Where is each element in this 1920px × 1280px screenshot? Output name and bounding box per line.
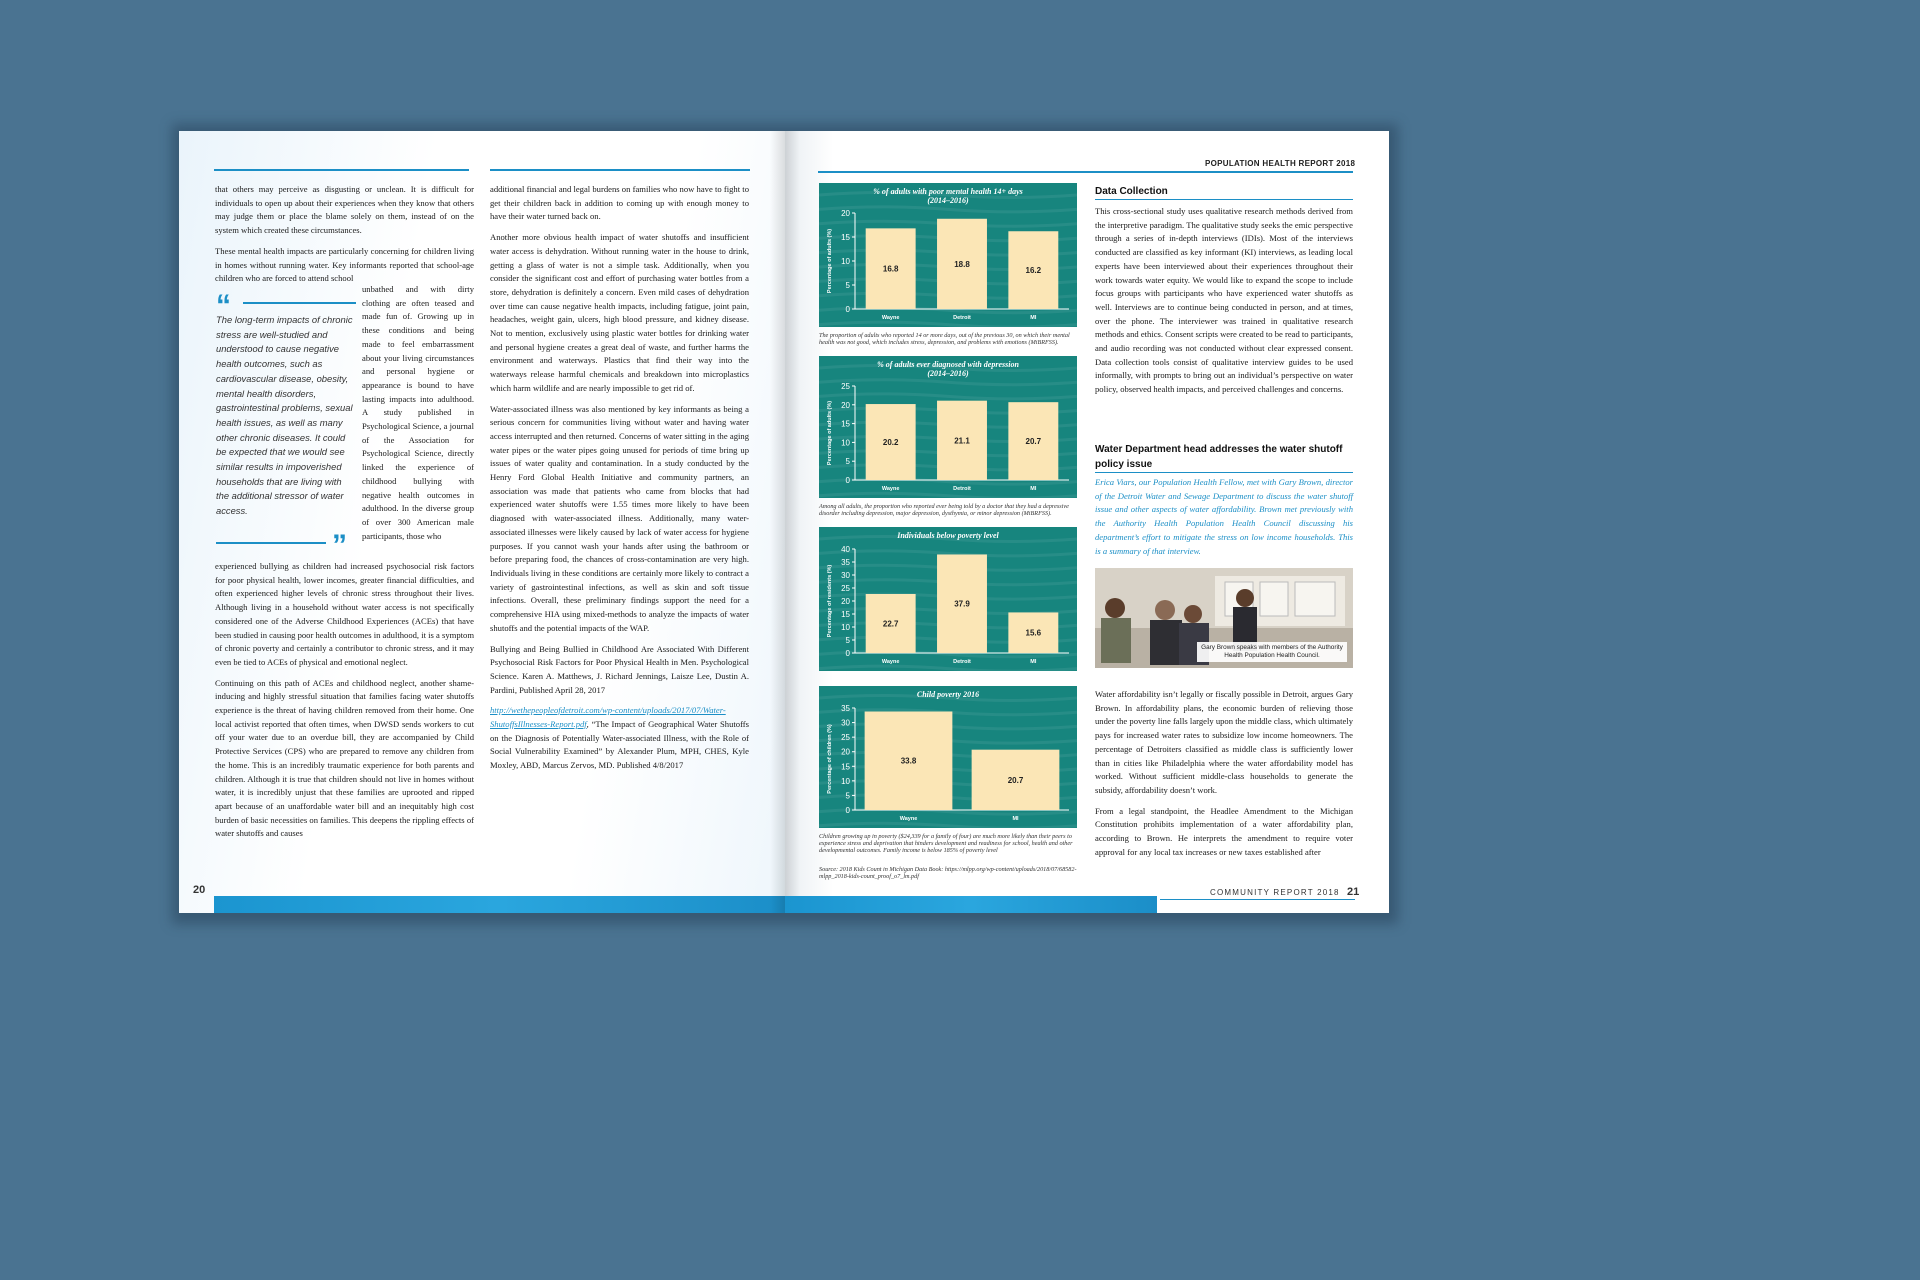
y-tick-label: 5	[845, 636, 850, 645]
right-footer-band	[785, 896, 1157, 913]
y-tick-label: 10	[841, 257, 850, 266]
paragraph: Water affordability isn’t legally or fiscally possible in Detroit, argues Gary Brown. In affordability plans, the economic burden of relieving those under the poverty line falls largely upon the middle class, which ultimately pays for increased water rates to subsidize low income homeowners. The percentage of Detroiters classified as middle class is sufficiently lower than in cities like Philadelphia where the water affordability model has worked. Without sufficient middle-class households to generate the subsidy, affordability doesn’t work.	[1095, 689, 1353, 795]
y-tick-label: 15	[841, 419, 850, 429]
chart-title-line: % of adults with poor mental health 14+ days	[873, 187, 1023, 196]
bar-value-label: 16.8	[882, 264, 899, 274]
section-title: Data Collection	[1095, 186, 1168, 197]
chart-mental-health	[819, 183, 1077, 327]
y-tick-label: 25	[841, 733, 850, 743]
chart-title-line: (2014–2016)	[927, 369, 969, 378]
left-top-rule-2	[490, 169, 750, 171]
left-footer-band	[214, 896, 785, 913]
paragraph: These mental health impacts are particularly concerning for children living in homes without running water. Key informants reported that school-age children who are forced to attend school	[215, 245, 474, 284]
chart-source: Source: 2018 Kids Count in Michigan Data Book: https://mlpp.org/wp-content/uploads/2018/07/68582-mlpp_2018-kids-count_proof_o7_lm.pdf	[819, 866, 1077, 880]
paragraph: Erica Viars, our Population Health Fellow, met with Gary Brown, director of the Detroit Water and Sewage Department to discuss the water shutoff issue and other aspects of water affordability. Brown met previously with the Authority Health Population Health Council discussing his department’s effort to mitigate the stress on low income households. This is a summary of that interview.	[1095, 477, 1353, 556]
y-tick-label: 10	[841, 776, 850, 786]
page-number-left: 20	[193, 884, 206, 896]
y-tick-label: 15	[841, 233, 850, 242]
chart-title-line: % of adults ever diagnosed with depression	[877, 360, 1019, 369]
pull-quote-top-rule	[243, 302, 356, 304]
bar-value-label: 37.9	[954, 599, 970, 609]
y-tick-label: 10	[841, 438, 850, 448]
y-tick-label: 0	[845, 476, 850, 485]
paragraph: additional financial and legal burdens on families who now have to fight to get their children back in addition to coming up with enough money to have their water turned back on.	[490, 184, 749, 222]
paragraph: Continuing on this path of ACEs and childhood neglect, another shame-inducing and highly stressful situation that families facing water shutoffs experience is the threat of having children removed from their home. One local activist reported that often times, when DWSD sends workers to cut off your water due to an overdue bill, they are accompanied by Child Protective Services (CPS) who are prepared to remove any children from the home. This is an incredibly traumatic experience for both parents and children. Although it is true that children should not live in homes without water, it is incredibly unjust that these families are uprooted and ripped apart because of an unaffordable water bill and an inequitably high cost burden of basic necessities on families. This deepens the rippling effects of water shutoffs and causes	[215, 677, 474, 839]
chart-title-line: (2014–2016)	[927, 196, 969, 205]
bar-value-label: 20.2	[882, 438, 899, 448]
chart-svg	[819, 686, 1077, 828]
chart-title	[896, 531, 999, 540]
y-tick-label: 40	[841, 545, 850, 554]
spine-gutter	[770, 131, 800, 913]
open-quote-icon: “	[216, 289, 231, 322]
bar-value-label: 22.7	[882, 619, 899, 629]
x-tick-label: Detroit	[953, 315, 971, 321]
y-tick-label: 25	[841, 584, 850, 593]
y-tick-label: 0	[845, 649, 850, 658]
y-tick-label: 30	[841, 718, 850, 728]
y-tick-label: 20	[841, 400, 850, 410]
y-tick-label: 5	[845, 791, 850, 801]
x-tick-label: MI	[1012, 816, 1019, 822]
y-tick-label: 20	[841, 747, 850, 757]
pull-quote: The long-term impacts of chronic stress are well-studied and understood to cause negative health outcomes, such as cardiovascular disease, obesity, mental health disorders, gastrointestinal problems, sexual health issues, as well as many other chronic diseases. It could be expected that we would see similar results in impoverished households that are living with the additional stressor of water access.	[216, 314, 353, 517]
section-rule	[1095, 199, 1353, 200]
chart-svg	[819, 183, 1077, 327]
chart-caption: The proportion of adults who reported 14 or more days, out of the previous 30, on which their mental health was not good, which includes stress, depression, and problems with emotions (MiBRFSS).	[819, 332, 1070, 346]
texture-wave	[819, 394, 1077, 399]
bar-value-label: 18.8	[954, 259, 970, 269]
chart-title	[917, 690, 979, 699]
chart-svg	[819, 356, 1077, 498]
bar-value-label: 20.7	[1025, 437, 1042, 447]
x-tick-label: MI	[1030, 486, 1037, 492]
page-number-right: 21	[1347, 886, 1360, 898]
texture-wave	[819, 666, 1077, 671]
y-axis-label: Percentage of children (%)	[827, 724, 833, 794]
left-column-2	[490, 183, 749, 780]
x-tick-label: Detroit	[953, 659, 971, 665]
y-tick-label: 30	[841, 571, 850, 580]
bar-value-label: 15.6	[1025, 628, 1042, 638]
running-head: POPULATION HEALTH REPORT 2018	[1205, 159, 1356, 168]
section-rule	[1095, 472, 1353, 473]
texture-wave	[819, 493, 1077, 498]
left-column-1-bottom	[215, 560, 474, 848]
reference	[490, 704, 749, 773]
y-axis-label: Percentage of adults (%)	[827, 228, 833, 294]
y-tick-label: 15	[841, 762, 850, 772]
reference: Bullying and Being Bullied in Childhood Are Associated With Different Psychosocial Risk Factors for Poor Physical Health in Men. Psychological Science. Karen A. Matthews, J. Richard Jennings, Laisze Lee, Dustin A. Pardini, Published April 28, 2017	[490, 643, 749, 695]
bar-value-label: 16.2	[1025, 266, 1042, 276]
chart-caption: Children growing up in poverty ($24,339 for a family of four) are much more likely than their peers to experience stress and deprivation that hinders development and readiness for school, health and other developmental outcomes. Family income is below 185% of poverty level	[819, 833, 1073, 854]
y-tick-label: 10	[841, 623, 850, 632]
chart-title-line: Individuals below poverty level	[897, 531, 999, 540]
y-tick-label: 15	[841, 610, 850, 619]
texture-wave	[819, 380, 1077, 385]
right-foot-rule	[1160, 899, 1355, 900]
section-title: Water Department head addresses the water shutoff policy issue	[1095, 444, 1343, 470]
chart-caption: Among all adults, the proportion who reported ever being told by a doctor that they had a depressive disorder including depression, major depression, dysthymia, or minor depression (MiBRFSS).	[819, 503, 1069, 517]
right-top-rule	[818, 171, 1353, 173]
pull-quote-bottom-rule	[216, 542, 326, 544]
y-tick-label: 35	[841, 558, 850, 567]
y-tick-label: 25	[841, 382, 850, 391]
paragraph: unbathed and with dirty clothing are often teased and made fun of. Growing up in these conditions and being made to feel embarrassment about your living circumstances and personal hygiene or appearance is bound to have lasting impacts into adulthood. A study published in Psychological Science, a journal of the Association for Psychological Science, directly linked the experience of childhood bullying with negative health outcomes in adulthood. In the diverse group of over 300 American male participants, those who	[362, 284, 474, 541]
bar-value-label: 33.8	[900, 756, 917, 766]
x-tick-label: Wayne	[881, 315, 900, 321]
chart-depression	[819, 356, 1077, 498]
chart-title-line: Child poverty 2016	[916, 690, 980, 699]
y-axis-label: Percentage of adults (%)	[827, 400, 833, 466]
y-axis-label: Percentage of residents (%)	[827, 564, 833, 638]
interview-text	[1095, 688, 1353, 866]
paragraph: experienced bullying as children had increased psychosocial risk factors for poor physical health, lower incomes, greater financial difficulties, and often experienced higher levels of chronic stress throughout their lives. Although living in a household without water access is not specifically considered one of the Adverse Childhood Experiences (ACEs) that have been studied in causing poor health outcomes in adulthood, it is a symptom of chronic poverty and certainly a contributor to chronic stress, and it may even be tied to ACEs of physical and emotional neglect.	[215, 561, 474, 667]
x-tick-label: Wayne	[881, 659, 900, 665]
photo-caption: Gary Brown speaks with members of the Authority Health Population Health Council.	[1197, 642, 1347, 662]
reference-text: , “The Impact of Geographical Water Shutoffs on the Diagnosis of Potentially Water-associated Illness, with the Role of Social Vulnerability Examined” by Alexander Plum, MPH, CHES, Kyle Moxley, ABD, Marcus Zervos, MD. Published 4/8/2017	[490, 719, 749, 771]
paragraph: From a legal standpoint, the Headlee Amendment to the Michigan Constitution prohibits implementation of a water affordability plan, according to Brown. He interprets the amendment to require voter approval for any local tax increases or new taxes established after	[1095, 805, 1353, 857]
x-tick-label: Wayne	[899, 816, 918, 822]
x-tick-label: MI	[1030, 315, 1037, 321]
meeting-photo	[1095, 568, 1353, 668]
chart-svg	[819, 527, 1077, 671]
y-tick-label: 5	[845, 457, 850, 467]
interview-intro	[1095, 476, 1353, 565]
running-foot: COMMUNITY REPORT 2018	[1210, 888, 1340, 897]
bar-value-label: 21.1	[954, 436, 970, 446]
left-column-1	[215, 183, 474, 286]
y-tick-label: 0	[845, 806, 850, 815]
x-tick-label: Detroit	[953, 486, 971, 492]
chart-child-poverty	[819, 686, 1077, 828]
texture-wave	[819, 322, 1077, 327]
close-quote-icon: ”	[332, 529, 347, 562]
paragraph: Water-associated illness was also mentioned by key informants as being a serious concern for communities living without water and having water access interrupted and then returned. Concerns of water sitting in the aging water pipes or the water pipes going unused for periods of time bring up issues of water quality and contamination. In a study conducted by the Henry Ford Global Health Initiative and community partners, an association was made that patients who came from blocks that had experienced water shutoffs were 1.55 times more likely to have been diagnosed with water-associated illness. Additionally, many water-associated illnesses were likely caused by lack of water access for hygiene purposes. If you cannot wash your hands after using the bathroom or before preparing food, the chances of cross-contamination are very high. Individuals living in these conditions are certainly more likely to contract a variety of gastrointestinal infections, as well as skin and soft tissue infections. Overall, these preliminary findings support the need for a comprehensive HIA using mixed-methods to analyze the impacts of water shutoffs and the potential impacts of the WAP.	[490, 403, 749, 633]
x-tick-label: Wayne	[881, 486, 900, 492]
texture-wave	[819, 823, 1077, 828]
data-collection-text	[1095, 205, 1353, 404]
paragraph: This cross-sectional study uses qualitative research methods derived from the interpretive paradigm. The qualitative study seeks the emic perspective through a series of in-depth interviews (IDIs). Most of the interviews conducted are classified as key informant (KI) interviews, as leading local experts have been interviewed about their experiences throughout their work towards water equity. We would like to expand the scope to include focus groups with participants who have experienced water shutoffs as well. Interviews are to continue being conducted in person, and at times, over the phone. The interviewer was trained in qualitative research methods and ethics. Consent scripts were created to be read to participants, and audio recording was not conducted without clear expressed consent. Data collection tools consist of qualitative interview guides to be used informally, with prompts to bring out an individual’s perspective on water policy, observed health impacts, and perceived challenges and concerns.	[1095, 206, 1353, 395]
y-tick-label: 35	[841, 704, 850, 713]
bar-value-label: 20.7	[1007, 775, 1024, 785]
paragraph: Another more obvious health impact of water shutoffs and insufficient water access is dehydration. Without running water in the house to drink, getting a glass of water is not a simple task. Additionally, when you consider the significant cost and effort of purchasing water bottles from a store, dehydration is definitely a concern. Even mild cases of dehydration over time can cause negative health impacts, including fatigue, joint pain, headaches, weight gain, ulcers, high blood pressure, and kidney disease. Not to mention, exclusively using plastic water bottles for drinking water and personal hygiene creates a great deal of waste, and further harms the environment and waterways. Plastics that find their way into the waterways release harmful chemicals and breakdown into microplastics which harm wildlife and are nearly impossible to get rid of.	[490, 232, 749, 393]
texture-wave	[819, 207, 1077, 212]
left-column-1-wrap	[362, 283, 474, 543]
y-tick-label: 20	[841, 209, 850, 218]
y-tick-label: 5	[845, 281, 850, 290]
paragraph: that others may perceive as disgusting or unclean. It is difficult for individuals to open up about their experiences when they know that others may judge them or place the blame solely on them, instead of on the system which created these circumstances.	[215, 184, 474, 236]
left-top-rule	[214, 169, 469, 171]
chart-poverty	[819, 527, 1077, 671]
y-tick-label: 20	[841, 597, 850, 606]
y-tick-label: 0	[845, 305, 850, 314]
reference-link[interactable]: http://wethepeopleofdetroit.com/wp-content/uploads/2017/07/Water-ShutoffsIllnesses-Report.pdf	[490, 705, 726, 730]
x-tick-label: MI	[1030, 659, 1037, 665]
